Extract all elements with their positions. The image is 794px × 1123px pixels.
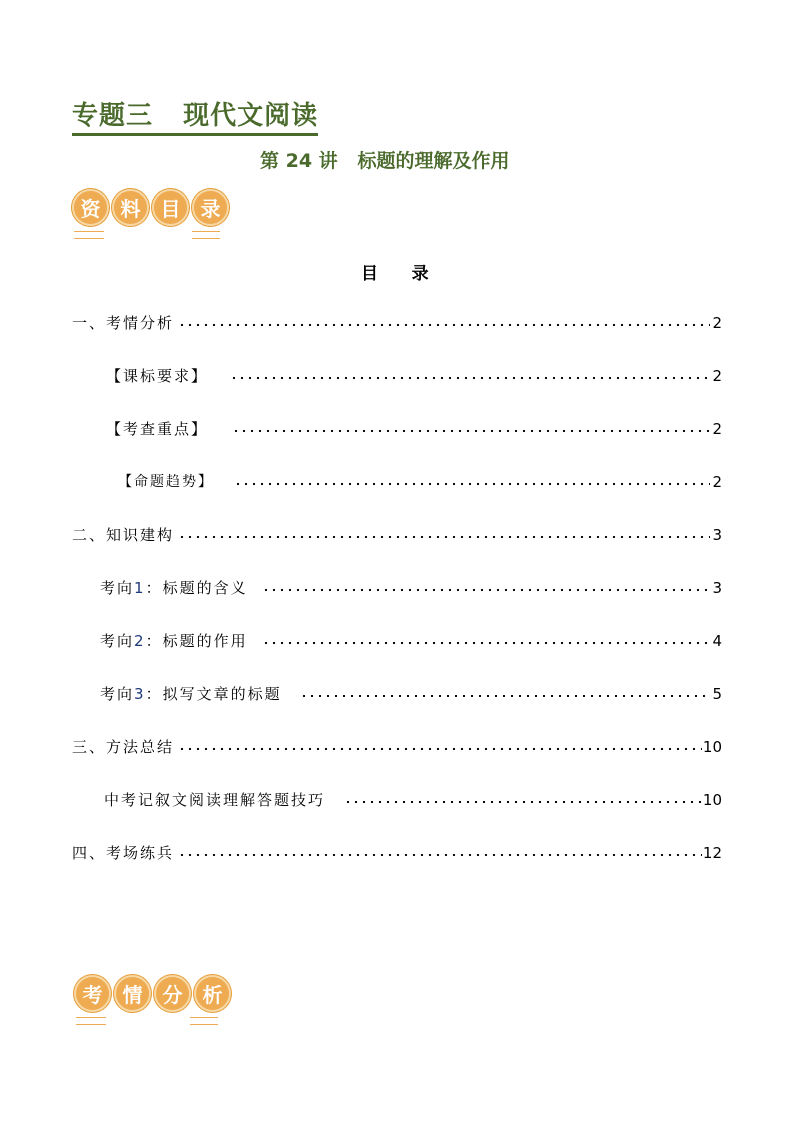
toc-entry-label: 【命题趋势】 [118,471,216,493]
badge-char: 目 [152,189,189,226]
toc-page-number: 2 [712,367,722,385]
toc-entry-prefix: 考向 [100,685,135,703]
toc-entry[interactable] [0,471,794,493]
badge-char: 料 [112,189,149,226]
badge-char: 考 [74,975,111,1012]
badge-char: 析 [194,975,231,1012]
badge-char: 情 [114,975,151,1012]
badge-underline-right [192,231,220,239]
page-title: 专题三 现代文阅读 [72,100,318,136]
toc-leader [232,428,710,434]
toc-entry-label: 四、考场练兵 [72,844,175,862]
toc-leader [178,534,710,540]
toc-leader [262,640,710,646]
toc-entry-prefix: 考向 [100,579,135,597]
toc-entry[interactable] [0,365,794,387]
toc-leader [178,852,702,858]
toc-entry[interactable] [0,842,794,864]
toc-entry[interactable] [0,312,794,334]
lesson-subtitle: 第 24 讲 标题的理解及作用 [260,150,510,172]
analysis-badge [74,975,231,1012]
toc-entry-label: 二、知识建构 [72,526,175,544]
toc-page-number: 12 [702,844,722,862]
toc-page-number: 10 [702,791,722,809]
toc-entry-label: ：标题的作用 [145,632,248,650]
toc-entry-number: 3 [134,685,146,703]
badge-char: 资 [72,189,109,226]
toc-entry[interactable] [0,524,794,546]
toc-page-number: 2 [712,420,722,438]
toc-entry[interactable] [0,736,794,758]
toc-entry[interactable] [0,577,794,599]
toc-entry-number: 1 [134,579,146,597]
toc-entry[interactable] [0,630,794,652]
toc-entry-label: 中考记叙文阅读理解答题技巧 [104,791,326,809]
toc-leader [178,322,710,328]
toc-leader [178,746,702,752]
toc-entry[interactable] [0,789,794,811]
toc-page-number: 2 [712,473,722,491]
toc-entry-label: ：标题的含义 [145,579,248,597]
badge-underline-left [76,1017,106,1025]
toc-entry-label: 一、考情分析 [72,314,175,332]
toc-page-number: 4 [712,632,722,650]
badge-char: 分 [154,975,191,1012]
toc-entry-label: 【课标要求】 [106,367,209,385]
badge-underline-left [74,231,104,239]
toc-page-number: 3 [712,526,722,544]
toc-entry[interactable] [0,418,794,440]
badge-underline-right [190,1017,218,1025]
toc-leader [344,799,702,805]
badge-char: 录 [192,189,229,226]
toc-page-number: 10 [702,738,722,756]
toc-entry-label: ：拟写文章的标题 [145,685,282,703]
toc-entry-label: 三、方法总结 [72,738,175,756]
toc-entry-prefix: 考向 [100,632,135,650]
toc-entry[interactable] [0,683,794,705]
toc-page-number: 5 [712,685,722,703]
toc-leader [262,587,710,593]
toc-entry-label: 【考查重点】 [106,420,209,438]
toc-page-number: 3 [712,579,722,597]
materials-badge [72,189,229,226]
toc-leader [230,375,710,381]
toc-heading: 目 录 [361,264,431,284]
toc-entry-number: 2 [134,632,146,650]
toc-leader [300,693,710,699]
toc-leader [234,481,710,487]
toc-page-number: 2 [712,314,722,332]
